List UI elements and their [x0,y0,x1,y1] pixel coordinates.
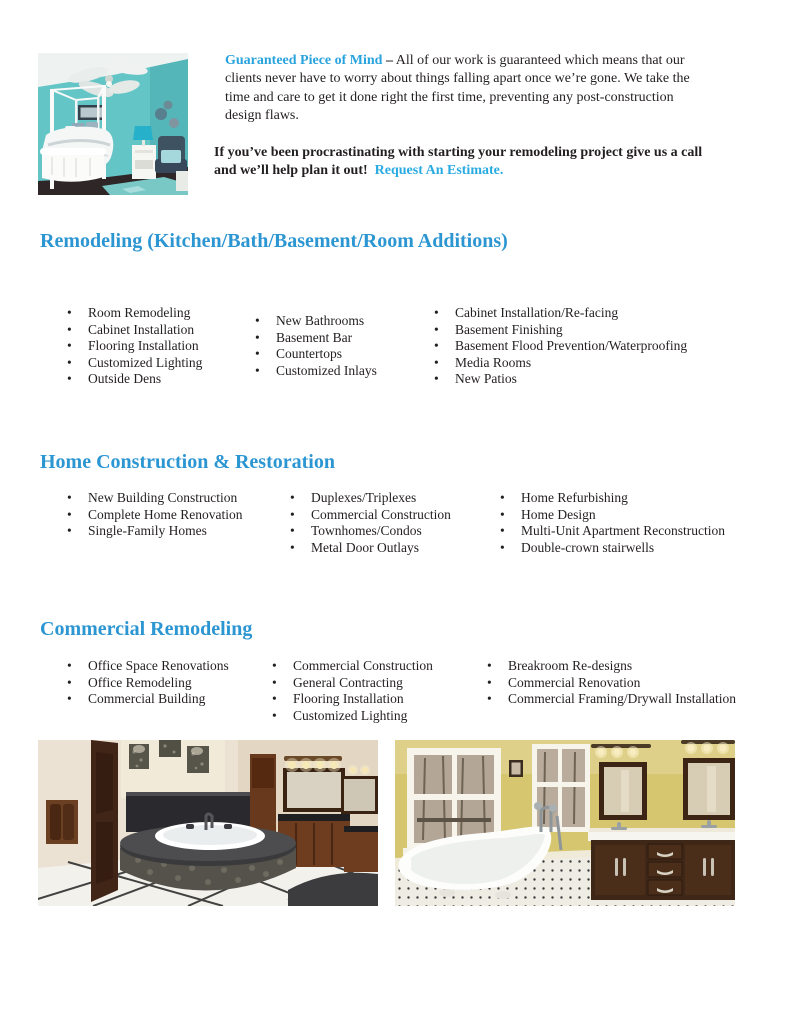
request-estimate-link[interactable]: Request An Estimate. [374,163,504,179]
remodeling-service-columns [65,305,687,388]
service-item: • Townhomes/Condos [288,523,498,540]
bedroom-photo [38,53,188,195]
cta-paragraph [214,144,714,181]
service-item: • Commercial Building [65,691,270,708]
service-item: • Duplexes/Triplexes [288,490,498,507]
service-item: • General Contracting [270,675,485,692]
construction-service-columns [65,490,725,556]
bathroom-clawfoot-tub-photo [395,740,735,906]
service-item: • Commercial Construction [288,507,498,524]
guarantee-body: All of our work is guaranteed which means that our clients never have to worry about things falling apart once we’re gone. We take the time and care to get it done right the first time, preventing any post-construction design flaws. [225,53,690,124]
service-item: • Outside Dens [65,371,253,388]
service-item: • New Bathrooms [253,313,432,330]
service-item: • Flooring Installation [270,691,485,708]
service-item: • Basement Flood Prevention/Waterproofing [432,338,687,355]
service-item: • Countertops [253,346,432,363]
service-item: • Single-Family Homes [65,523,288,540]
service-item: • Multi-Unit Apartment Reconstruction [498,523,725,540]
service-item: • Home Refurbishing [498,490,725,507]
section-title-commercial-remodeling: Commercial Remodeling [40,618,253,640]
service-item: • Cabinet Installation/Re-facing [432,305,687,322]
service-item: • Room Remodeling [65,305,253,322]
service-item: • Media Rooms [432,355,687,372]
dash: – [385,53,393,68]
service-item: • Customized Lighting [65,355,253,372]
guarantee-paragraph [225,52,703,126]
bullet-list [253,313,432,388]
service-item: • Basement Finishing [432,322,687,339]
service-item: • Office Remodeling [65,675,270,692]
bullet-list [288,490,498,556]
section-title-remodeling: Remodeling (Kitchen/Bath/Basement/Room Additions) [40,230,508,252]
service-item: • Basement Bar [253,330,432,347]
bullet-list [65,658,270,724]
bathroom-pebble-tub-photo [38,740,378,906]
bullet-list [485,658,736,724]
bullet-list [65,490,288,556]
service-item: • Customized Lighting [270,708,485,725]
service-item: • Home Design [498,507,725,524]
intro-block [214,52,714,180]
bullet-list [432,305,687,388]
cta-text: If you’ve been procrastinating with starting your remodeling project give us a call and we’ll help plan it out! [214,144,703,179]
bullet-list [65,305,253,388]
photo-gallery [38,740,735,906]
service-item: • New Building Construction [65,490,288,507]
service-item: • Customized Inlays [253,363,432,380]
commercial-service-columns [65,658,736,724]
service-item: • Cabinet Installation [65,322,253,339]
service-item: • New Patios [432,371,687,388]
service-item: • Commercial Construction [270,658,485,675]
service-item: • Commercial Framing/Drywall Installation [485,691,736,708]
section-title-home-construction: Home Construction & Restoration [40,451,335,473]
guarantee-title: Guaranteed Piece of Mind [225,53,383,68]
bullet-list [498,490,725,556]
service-item: • Flooring Installation [65,338,253,355]
service-item: • Double-crown stairwells [498,540,725,557]
service-item: • Complete Home Renovation [65,507,288,524]
service-item: • Office Space Renovations [65,658,270,675]
service-item: • Commercial Renovation [485,675,736,692]
bullet-list [270,658,485,724]
service-item: • Breakroom Re-designs [485,658,736,675]
service-item: • Metal Door Outlays [288,540,498,557]
